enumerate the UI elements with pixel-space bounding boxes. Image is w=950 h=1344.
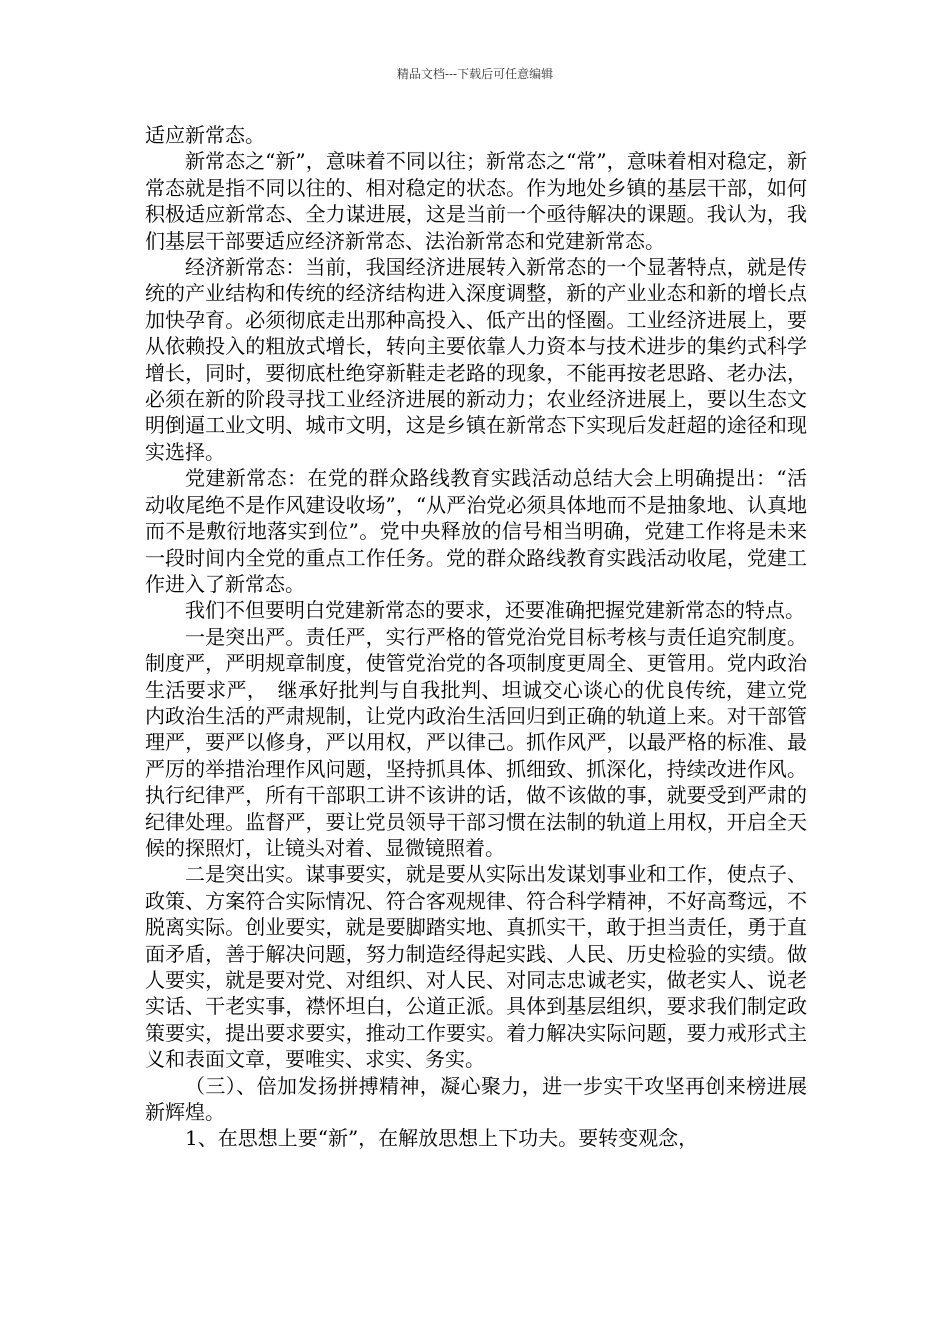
document-body <box>145 122 807 1152</box>
paragraph-new-normal: 新常态之“新”，意味着不同以往；新常态之“常”，意味着相对稳定，新常态就是指不同以往的、相对稳定的状态。作为地处乡镇的基层干部，如何积极适应新常态、全力谋进展，这是当前一个亟待解决的课题。我认为，我们基层干部要适应经济新常态、法治新常态和党建新常态。 <box>145 149 807 253</box>
paragraph-economic-new-normal: 经济新常态：当前，我国经济进展转入新常态的一个显著特点，就是传统的产业结构和传统的经济结构进入深度调整，新的产业业态和新的增长点加快孕育。必须彻底走出那种高投入、低产出的怪圈。工业经济进展上，要从依赖投入的粗放式增长，转向主要依靠人力资本与技术进步的集约式科学增长，同时，要彻底杜绝穿新鞋走老路的现象，不能再按老思路、老办法，必须在新的阶段寻找工业经济进展的新动力；农业经济进展上，要以生态文明倒逼工业文明、城市文明，这是乡镇在新常态下实现后发赶超的途径和现实选择。 <box>145 255 807 464</box>
paragraph-section-three: （三）、倍加发扬拼搏精神，凝心聚力，进一步实干攻坚再创来榜进展新辉煌。 <box>145 1073 807 1125</box>
page-header: 精品文档---下载后可任意编辑 <box>396 67 554 81</box>
paragraph-party-building-features: 我们不但要明白党建新常态的要求，还要准确把握党建新常态的特点。 <box>185 598 805 623</box>
paragraph-item-one: 1、在思想上要“新”，在解放思想上下功夫。要转变观念， <box>185 1126 699 1151</box>
paragraph-continuation: 适应新常态。 <box>145 123 265 147</box>
paragraph-party-building-new-normal: 党建新常态：在党的群众路线教育实践活动总结大会上明确提出：“活动收尾绝不是作风建设收场”，“从严治党必须具体地而不是抽象地、认真地而不是敷衍地落实到位”。党中央释放的信号相当明确，党建工作将是未来一段时间内全党的重点工作任务。党的群众路线教育实践活动收尾，党建工作进入了新常态。 <box>145 466 807 596</box>
paragraph-strictness: 一是突出严。责任严，实行严格的管党治党目标考核与责任追究制度。制度严，严明规章制度，使管党治党的各项制度更周全、更管用。党内政治生活要求严， 继承好批判与自我批判、坦诚交心谈心的优良传统，建立党内政治生活的严肃规制，让党内政治生活回归到正确的轨道上来。对干部管理严，要严以修身，严以用权，严以律己。抓作风严，以最严格的标准、最严厉的举措治理作风问题，坚持抓具体、抓细致、抓深化，持续改进作风。执行纪律严，所有干部职工讲不该讲的话，做不该做的事，就要受到严肃的纪律处理。监督严，要让党员领导干部习惯在法制的轨道上用权，开启全天候的探照灯，让镜头对着、显微镜照着。 <box>145 624 807 860</box>
paragraph-practicality: 二是突出实。谋事要实，就是要从实际出发谋划事业和工作，使点子、政策、方案符合实际情况、符合客观规律、符合科学精神，不好高骛远，不脱离实际。创业要实，就是要脚踏实地、真抓实干，敢于担当责任，勇于直面矛盾，善于解决问题，努力制造经得起实践、人民、历史检验的实绩。做人要实，就是要对党、对组织、对人民、对同志忠诚老实，做老实人、说老实话、干老实事，襟怀坦白，公道正派。具体到基层组织，要求我们制定政策要实，提出要求要实，推动工作要实。着力解决实际问题，要力戒形式主义和表面文章，要唯实、求实、务实。 <box>145 862 807 1072</box>
